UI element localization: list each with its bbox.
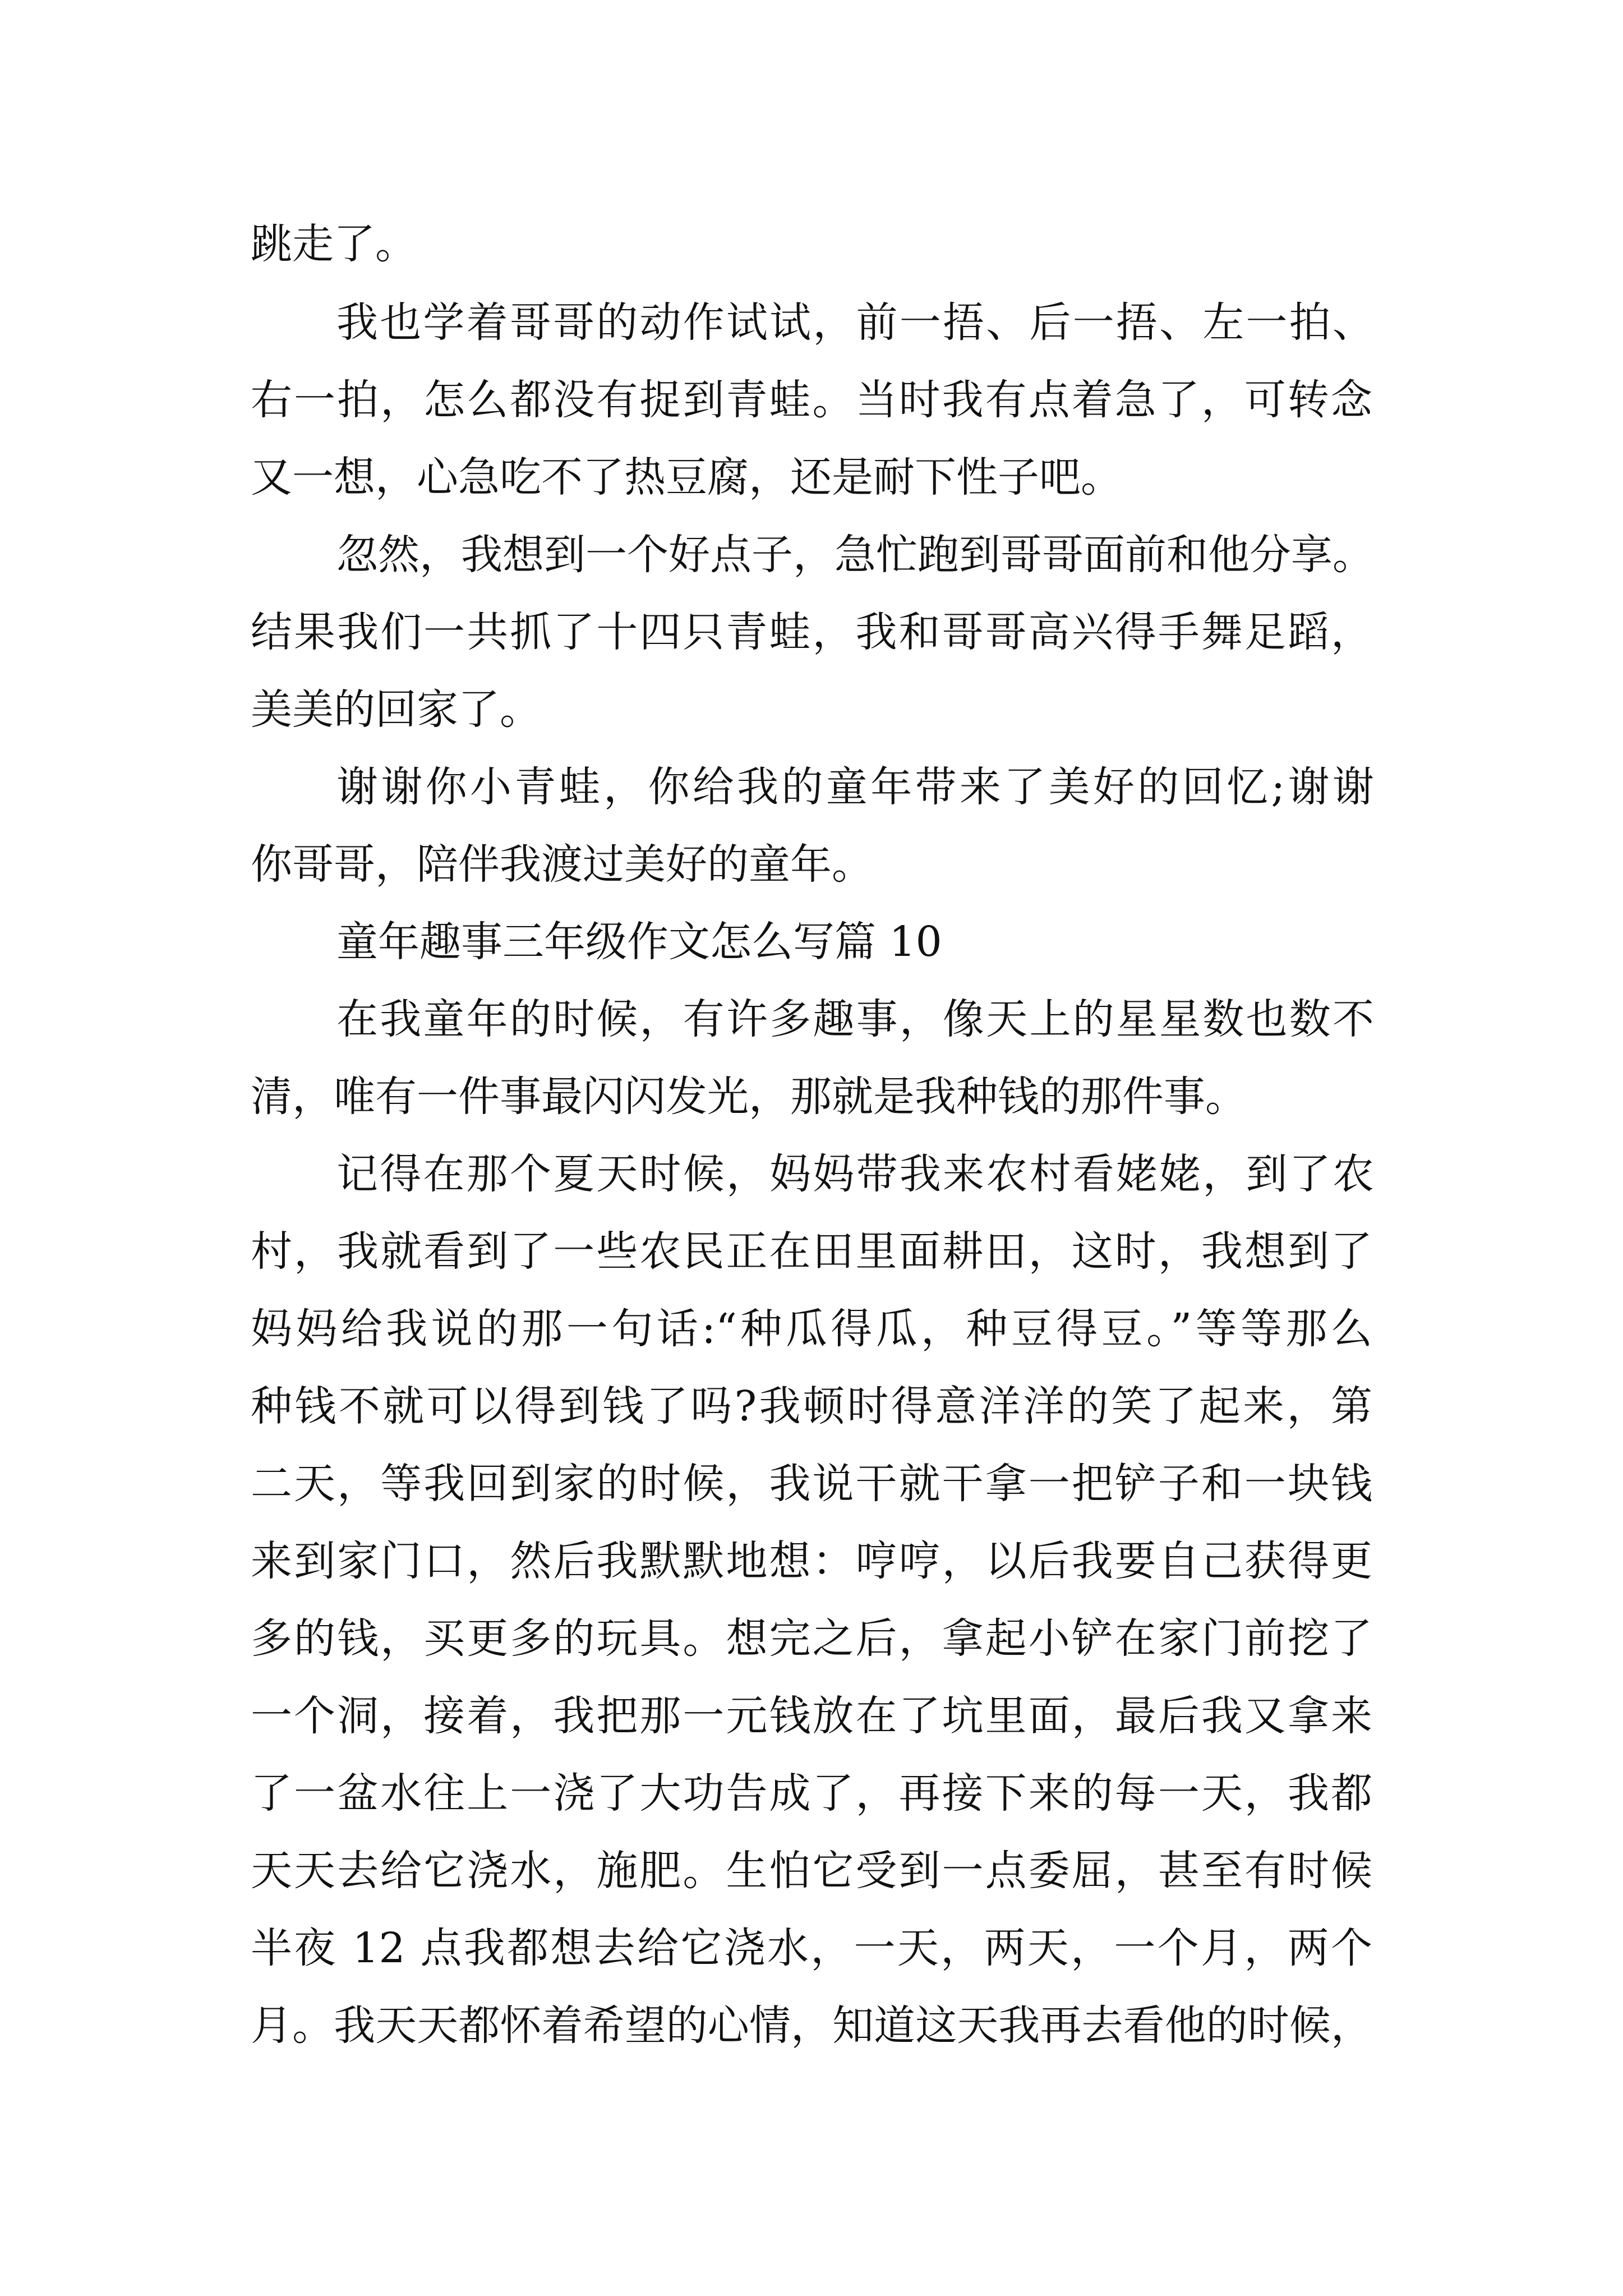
text-line: 又一想，心急吃不了热豆腐，还是耐下性子吧。 <box>251 453 1122 501</box>
text-line: 右一拍，怎么都没有捉到青蛙。当时我有点着急了，可转念 <box>251 376 1372 424</box>
text-line: 来到家门口，然后我默默地想：哼哼，以后我要自己获得更 <box>251 1537 1372 1585</box>
text-line: 种钱不就可以得到钱了吗?我顿时得意洋洋的笑了起来，第 <box>251 1382 1372 1430</box>
text-line: 半夜 12 点我都想去给它浇水，一天，两天，一个月，两个 <box>251 1924 1372 1972</box>
text-line: 我也学着哥哥的动作试试，前一捂、后一捂、左一拍、 <box>336 298 1374 347</box>
text-line: 妈妈给我说的那一句话:“种瓜得瓜，种豆得豆。”等等那么 <box>251 1305 1372 1353</box>
text-line: 村，我就看到了一些农民正在田里面耕田，这时，我想到了 <box>251 1227 1372 1276</box>
text-line: 你哥哥，陪伴我渡过美好的童年。 <box>251 840 873 889</box>
section-heading: 童年趣事三年级作文怎么写篇 10 <box>336 918 942 966</box>
text-line: 了一盆水往上一浇了大功告成了，再接下来的每一天，我都 <box>251 1769 1372 1818</box>
text-line: 忽然，我想到一个好点子，急忙跑到哥哥面前和他分享。 <box>336 531 1374 579</box>
text-line: 跳走了。 <box>251 220 417 268</box>
text-line: 在我童年的时候，有许多趣事，像天上的星星数也数不 <box>336 995 1374 1043</box>
text-line: 美美的回家了。 <box>251 685 541 734</box>
text-line: 二天，等我回到家的时候，我说干就干拿一把铲子和一块钱 <box>251 1460 1372 1508</box>
text-line: 一个洞，接着，我把那一元钱放在了坑里面，最后我又拿来 <box>251 1692 1372 1740</box>
text-line: 记得在那个夏天时候，妈妈带我来农村看姥姥，到了农 <box>336 1150 1374 1198</box>
text-line: 谢谢你小青蛙，你给我的童年带来了美好的回忆;谢谢 <box>336 763 1374 811</box>
text-line: 多的钱，买更多的玩具。想完之后，拿起小铲在家门前挖了 <box>251 1614 1372 1663</box>
text-line: 清，唯有一件事最闪闪发光，那就是我种钱的那件事。 <box>251 1073 1247 1121</box>
text-line: 月。我天天都怀着希望的心情，知道这天我再去看他的时候， <box>251 2001 1372 2050</box>
text-line: 结果我们一共抓了十四只青蛙，我和哥哥高兴得手舞足蹈， <box>251 608 1372 656</box>
text-line: 天天去给它浇水，施肥。生怕它受到一点委屈，甚至有时候 <box>251 1847 1372 1895</box>
